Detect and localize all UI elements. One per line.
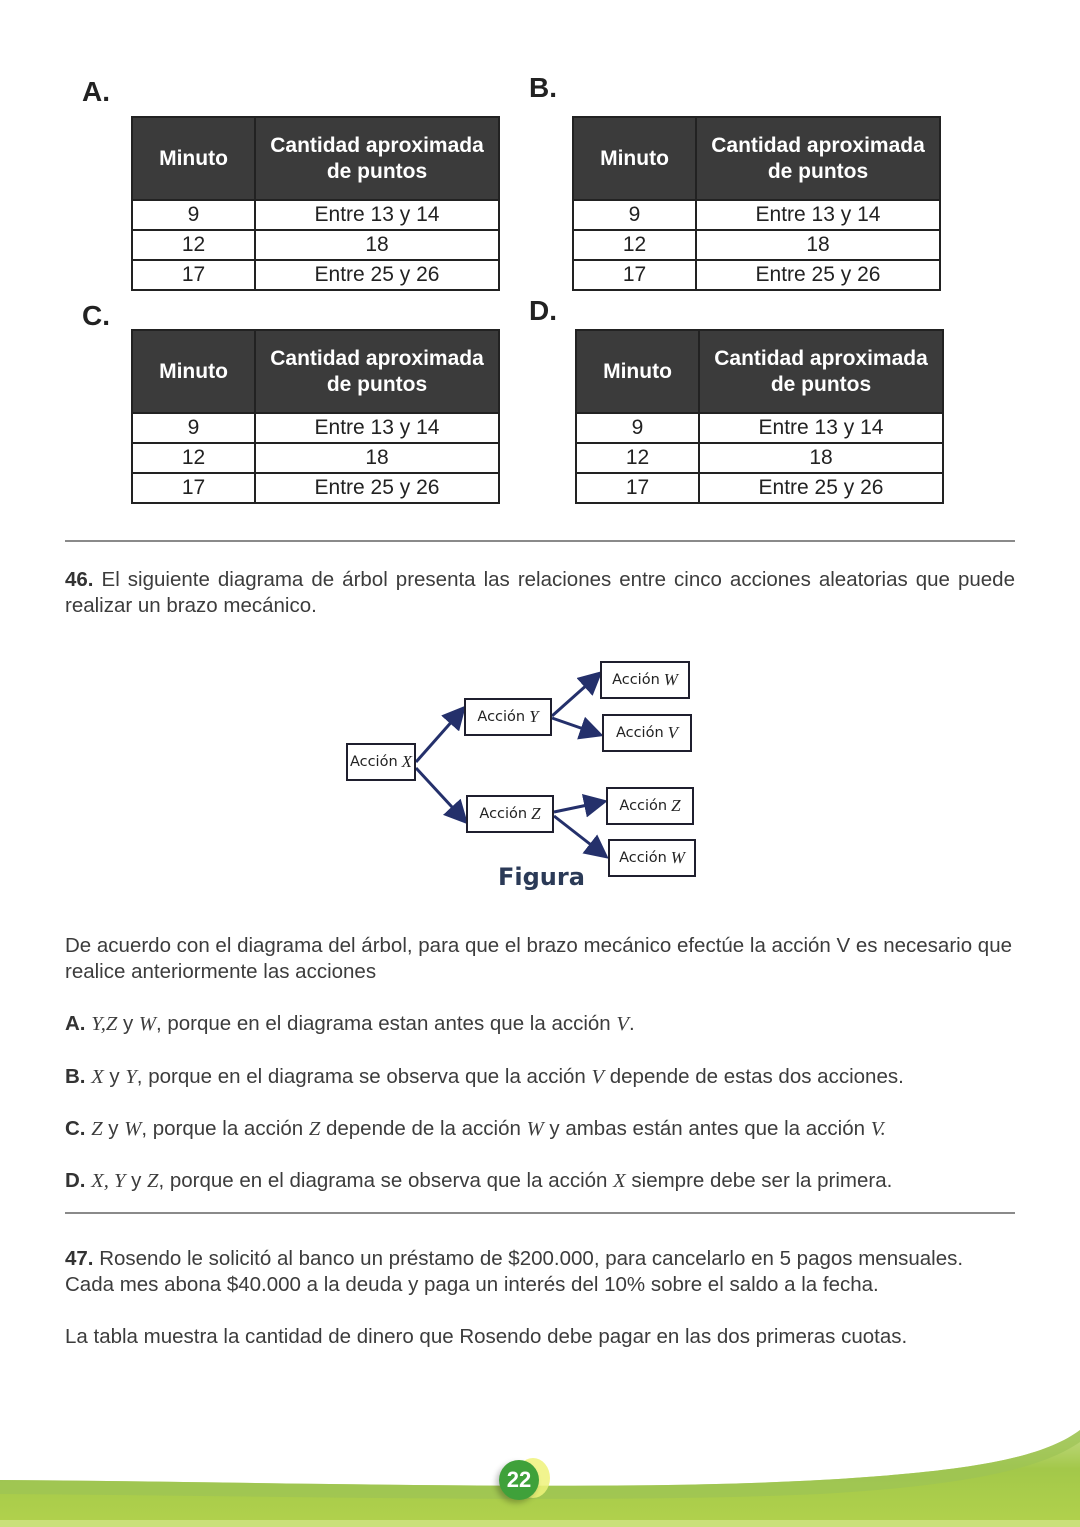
table-row: 17 Entre 25 y 26 (576, 473, 943, 503)
question-46-intro: 46. El siguiente diagrama de árbol presenta las relaciones entre cinco acciones aleatorias que puede realizar un brazo mecánico. (65, 568, 1015, 617)
question-47-text2: La tabla muestra la cantidad de dinero que Rosendo debe pagar en las dos primeras cuotas. (65, 1325, 908, 1348)
header-minuto: Minuto (132, 117, 255, 200)
node-action-y: Acción Y (464, 698, 552, 736)
question-46-prompt: De acuerdo con el diagrama del árbol, para que el brazo mecánico efectúe la acción V es necesario que realice anteriormente las acciones (65, 934, 1012, 983)
figure-caption: Figura (498, 863, 585, 891)
answer-option-d[interactable]: D. X, Y y Z, porque en el diagrama se observa que la acción X siempre debe ser la primera. (65, 1169, 893, 1192)
table-row: 9 Entre 13 y 14 (576, 413, 943, 443)
option-b-table (572, 116, 941, 291)
table-row: 17 Entre 25 y 26 (573, 260, 940, 290)
question-number: 46. (65, 568, 94, 591)
header-minuto: Minuto (573, 117, 696, 200)
header-cantidad: Cantidad aproximada de puntos (699, 330, 943, 413)
node-action-w-bottom: Acción W (608, 839, 696, 877)
node-action-w-top: Acción W (600, 661, 690, 699)
option-a-table (131, 116, 500, 291)
option-c-table (131, 329, 500, 504)
table-row: 17 Entre 25 y 26 (132, 260, 499, 290)
header-cantidad: Cantidad aproximada de puntos (696, 117, 940, 200)
table-row: 12 18 (573, 230, 940, 260)
node-action-x: Acción X (346, 743, 416, 781)
section-divider (65, 540, 1015, 542)
node-action-z: Acción Z (466, 795, 554, 833)
option-d-table (575, 329, 944, 504)
table-row: 12 18 (132, 443, 499, 473)
node-action-z-leaf: Acción Z (606, 787, 694, 825)
option-a-letter: A. (82, 76, 110, 107)
answer-option-b[interactable]: B. X y Y, porque en el diagrama se observa que la acción V depende de estas dos acciones. (65, 1065, 904, 1088)
table-row: 12 18 (132, 230, 499, 260)
table-row: 9 Entre 13 y 14 (132, 200, 499, 230)
table-row: 9 Entre 13 y 14 (132, 413, 499, 443)
option-d-letter: D. (529, 295, 557, 326)
option-c-letter: C. (82, 300, 110, 331)
table-row: 17 Entre 25 y 26 (132, 473, 499, 503)
header-cantidad: Cantidad aproximada de puntos (255, 117, 499, 200)
node-action-v: Acción V (602, 714, 692, 752)
tree-diagram (330, 650, 710, 900)
table-row: 9 Entre 13 y 14 (573, 200, 940, 230)
page-number-badge: 22 (499, 1460, 539, 1500)
header-minuto: Minuto (576, 330, 699, 413)
option-b-letter: B. (529, 72, 557, 103)
question-47-text: 47. Rosendo le solicitó al banco un préstamo de $200.000, para cancelarlo en 5 pagos mensuales. Cada mes abona $40.000 a la deuda y paga un interés del 10% sobre el saldo a la fecha. (65, 1247, 964, 1296)
section-divider (65, 1212, 1015, 1214)
header-cantidad: Cantidad aproximada de puntos (255, 330, 499, 413)
table-row: 12 18 (576, 443, 943, 473)
answer-option-c[interactable]: C. Z y W, porque la acción Z depende de la acción W y ambas están antes que la acción V. (65, 1117, 886, 1140)
answer-option-a[interactable]: A. Y,Z y W, porque en el diagrama estan antes que la acción V. (65, 1012, 635, 1035)
header-minuto: Minuto (132, 330, 255, 413)
question-number: 47. (65, 1247, 94, 1270)
